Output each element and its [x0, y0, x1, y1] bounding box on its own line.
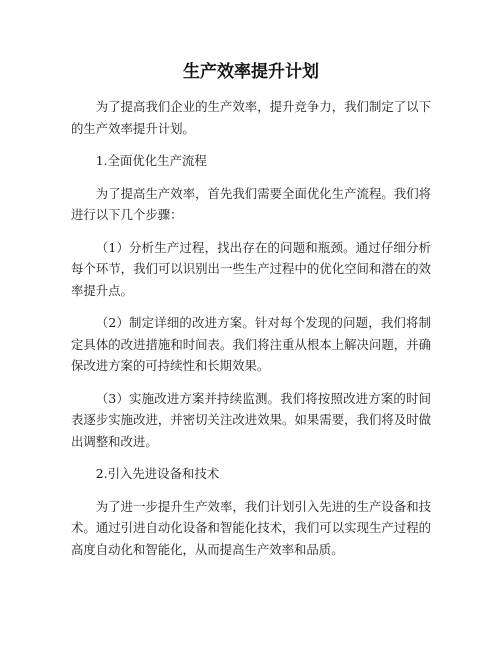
section-1-paragraph: 为了提高生产效率，首先我们需要全面优化生产流程。我们将进行以下几个步骤：: [71, 185, 431, 222]
document-body: [71, 60, 431, 571]
section-2-heading: 2.引入先进设备和技术: [95, 466, 220, 481]
section-1-heading: 1.全面优化生产流程: [95, 153, 207, 168]
section-1-step-3: （3）实施改进方案并持续监测。我们将按照改进方案的时间表逐步实施改进，并密切关注改进效果。如果需要，我们将及时做出调整和改进。: [71, 390, 431, 449]
intro-paragraph: 为了提高我们企业的生产效率，提升竞争力，我们制定了以下的生产效率提升计划。: [71, 99, 431, 136]
document-title: 生产效率提升计划: [183, 62, 319, 82]
section-1-step-2: （2）制定详细的改进方案。针对每个发现的问题，我们将制定具体的改进措施和时间表。我们将注重从根本上解决问题，并确保改进方案的可持续性和长期效果。: [71, 315, 431, 373]
section-2-paragraph: 为了进一步提升生产效率，我们计划引入先进的生产设备和技术。通过引进自动化设备和智能化技术，我们可以实现生产过程的高度自动化和智能化，从而提高生产效率和品质。: [71, 498, 431, 557]
section-1-step-1: （1）分析生产过程，找出存在的问题和瓶颈。通过仔细分析每个环节，我们可以识别出一些生产过程中的优化空间和潜在的效率提升点。: [71, 239, 431, 298]
